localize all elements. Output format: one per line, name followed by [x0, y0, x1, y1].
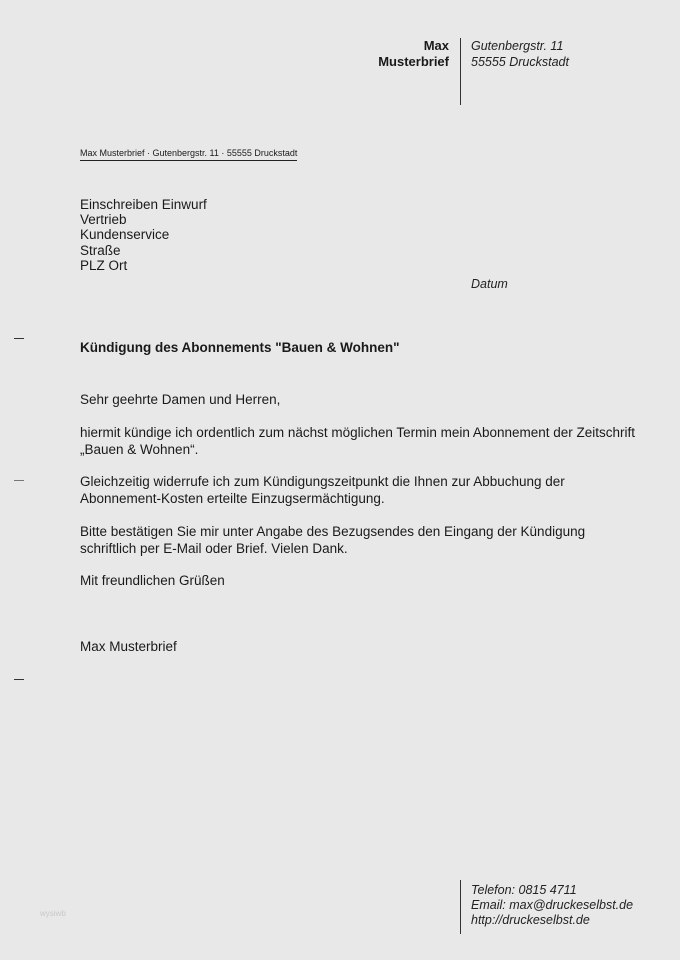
- salutation: Sehr geehrte Damen und Herren,: [80, 392, 281, 407]
- recipient-line: Vertrieb: [80, 212, 127, 228]
- body-paragraph-3: Bitte bestätigen Sie mir unter Angabe des Bezugsendes den Eingang der Kündigung schriftlich per E-Mail oder Brief. Vielen Dank.: [80, 524, 586, 556]
- footer-contact: [471, 883, 633, 928]
- letter-subject: Kündigung des Abonnements "Bauen & Wohnen": [80, 340, 400, 355]
- recipient-line: Kundenservice: [80, 227, 170, 243]
- recipient-line: Straße: [80, 242, 121, 258]
- sender-address: [471, 38, 569, 70]
- footer-email: Email: max@druckeselbst.de: [471, 898, 634, 912]
- sender-first-name: Max: [423, 38, 449, 53]
- footer-website: http://druckeselbst.de: [471, 913, 590, 927]
- recipient-line: Einschreiben Einwurf: [80, 197, 207, 212]
- punch-mark: [14, 480, 24, 481]
- sender-last-name: Musterbrief: [378, 54, 449, 69]
- sender-street: Gutenbergstr. 11: [471, 39, 564, 53]
- signature-name: Max Musterbrief: [80, 639, 177, 654]
- watermark: wysiwb: [40, 909, 66, 918]
- closing: Mit freundlichen Grüßen: [80, 573, 225, 588]
- fold-mark-bottom: [14, 679, 24, 680]
- footer-divider: [460, 880, 461, 934]
- body-paragraph-2: Gleichzeitig widerrufe ich zum Kündigungszeitpunkt die Ihnen zur Abbuchung der Abonnement-Kosten erteilte Einzugsermächtigung.: [80, 474, 565, 506]
- footer-phone: Telefon: 0815 4711: [471, 883, 577, 897]
- body-paragraph-1: hiermit kündige ich ordentlich zum nächst möglichen Termin mein Abonnement der Zeitschrift „Bauen & Wohnen“.: [80, 425, 636, 457]
- recipient-address: [80, 197, 207, 273]
- recipient-line: PLZ Ort: [80, 257, 128, 273]
- sender-city: 55555 Druckstadt: [471, 55, 569, 69]
- sender-name-block: [378, 38, 449, 70]
- header-divider: [460, 38, 461, 105]
- fold-mark-top: [14, 338, 24, 339]
- return-address-line: Max Musterbrief · Gutenbergstr. 11 · 55555 Druckstadt: [80, 147, 297, 161]
- date-label: Datum: [471, 277, 508, 291]
